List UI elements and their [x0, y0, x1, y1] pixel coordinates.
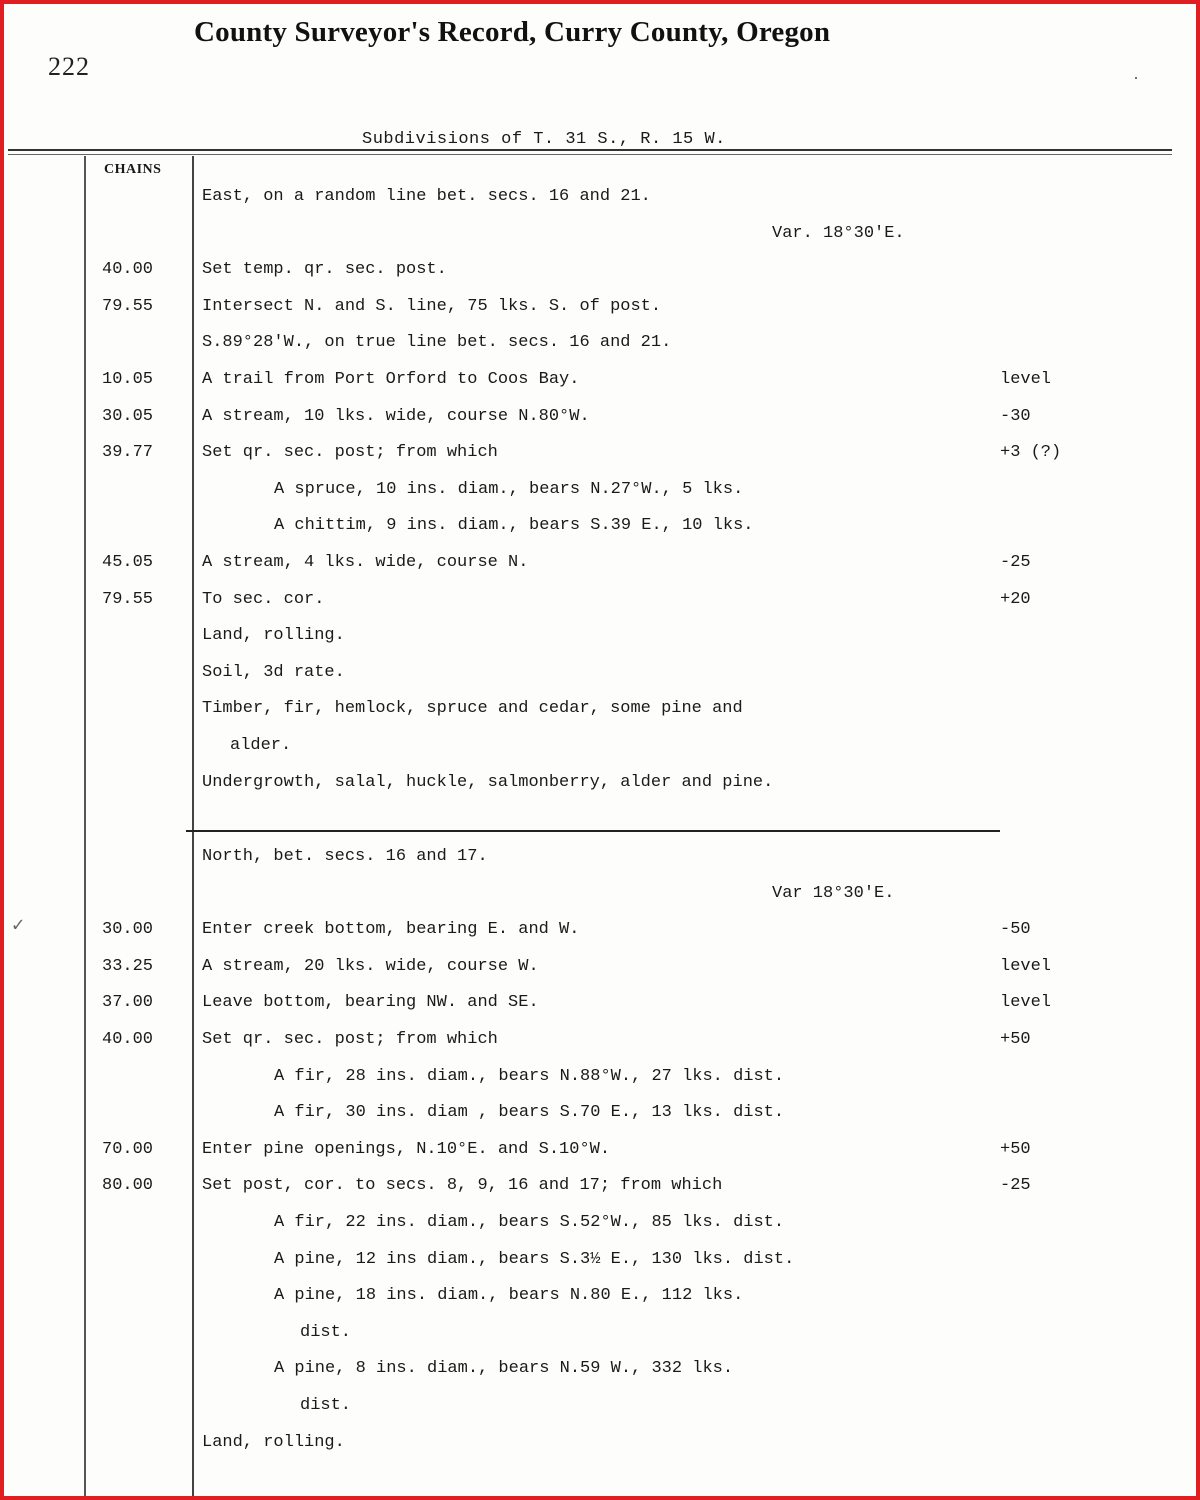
elevation-change: +50: [1000, 1030, 1031, 1049]
survey-entry-row: [4, 1062, 1196, 1092]
survey-entry-row: [4, 915, 1196, 945]
chain-distance: 39.77: [102, 443, 154, 463]
survey-entry-row: [4, 768, 1196, 798]
entry-description: A stream, 10 lks. wide, course N.80°W.: [202, 406, 590, 426]
elevation-change: level: [1000, 993, 1052, 1013]
entry-description: East, on a random line bet. secs. 16 and 21.: [202, 187, 651, 206]
page-subtitle: Subdivisions of T. 31 S., R. 15 W.: [362, 130, 726, 149]
entry-description: A fir, 22 ins. diam., bears S.52°W., 85 lks. dist.: [274, 1213, 785, 1232]
survey-entry-row: [4, 1208, 1196, 1238]
survey-entry-row: [4, 1281, 1196, 1311]
chain-distance: 40.00: [102, 260, 154, 280]
survey-entry-row: [4, 182, 1196, 212]
entry-description: A pine, 12 ins diam., bears S.3½ E., 130 lks. dist.: [274, 1249, 795, 1269]
survey-entry-row: [4, 1025, 1196, 1055]
entry-description: A trail from Port Orford to Coos Bay.: [202, 370, 580, 389]
entry-description: A stream, 4 lks. wide, course N.: [202, 553, 529, 572]
survey-entry-row: [4, 511, 1196, 541]
entry-description: Enter pine openings, N.10°E. and S.10°W.: [202, 1139, 611, 1159]
entry-description: Var. 18°30'E.: [772, 223, 905, 243]
entry-description: To sec. cor.: [202, 589, 325, 609]
entry-description: Set qr. sec. post; from which: [202, 1030, 498, 1049]
survey-entry-row: [4, 694, 1196, 724]
section-divider: [186, 830, 1000, 832]
chain-distance: 30.05: [102, 406, 154, 426]
chain-distance: 80.00: [102, 1176, 154, 1196]
survey-entry-row: [4, 988, 1196, 1018]
chain-distance: 33.25: [102, 956, 154, 976]
chain-distance: 79.55: [102, 296, 154, 316]
entry-description: Var 18°30'E.: [772, 883, 895, 903]
survey-entry-row: [4, 658, 1196, 688]
survey-entry-row: [4, 1245, 1196, 1275]
survey-entry-row: [4, 548, 1196, 578]
entry-description: alder.: [230, 736, 292, 755]
elevation-change: +50: [1000, 1139, 1031, 1159]
entry-description: Land, rolling.: [202, 626, 345, 646]
entry-description: Set qr. sec. post; from which: [202, 443, 498, 463]
survey-entry-row: [4, 1171, 1196, 1201]
entry-description: Enter creek bottom, bearing E. and W.: [202, 920, 580, 940]
chains-column-header: CHAINS: [104, 162, 162, 177]
header-rule-secondary: [8, 154, 1172, 155]
entry-description: A spruce, 10 ins. diam., bears N.27°W., 5 lks.: [274, 479, 744, 499]
elevation-change: -25: [1000, 553, 1031, 572]
chain-distance: 40.00: [102, 1030, 154, 1049]
survey-entry-row: [4, 1135, 1196, 1165]
survey-entry-row: [4, 292, 1196, 322]
chain-distance: 37.00: [102, 993, 154, 1013]
entry-description: A pine, 18 ins. diam., bears N.80 E., 112 lks.: [274, 1286, 744, 1306]
survey-entry-row: [4, 328, 1196, 358]
survey-entry-row: [4, 402, 1196, 432]
entry-description: S.89°28'W., on true line bet. secs. 16 and 21.: [202, 333, 672, 353]
entry-description: A chittim, 9 ins. diam., bears S.39 E., 10 lks.: [274, 516, 754, 536]
entry-description: Set post, cor. to secs. 8, 9, 16 and 17; from which: [202, 1176, 723, 1196]
entry-description: North, bet. secs. 16 and 17.: [202, 847, 488, 866]
elevation-change: +20: [1000, 589, 1031, 609]
page-number: 222: [48, 52, 90, 81]
entry-description: Leave bottom, bearing NW. and SE.: [202, 993, 539, 1013]
entry-description: dist.: [300, 1396, 352, 1415]
entry-description: Intersect N. and S. line, 75 lks. S. of post.: [202, 296, 662, 316]
entry-description: Land, rolling.: [202, 1432, 345, 1452]
elevation-change: level: [1000, 956, 1052, 976]
entry-description: Soil, 3d rate.: [202, 662, 345, 682]
chain-distance: 10.05: [102, 370, 154, 389]
survey-entry-row: [4, 879, 1196, 909]
survey-entry-row: [4, 1354, 1196, 1384]
survey-entry-row: [4, 1098, 1196, 1128]
elevation-change: level: [1000, 370, 1052, 389]
survey-entry-row: [4, 255, 1196, 285]
survey-entry-row: [4, 438, 1196, 468]
entry-description: Undergrowth, salal, huckle, salmonberry, alder and pine.: [202, 772, 774, 792]
survey-entry-row: [4, 219, 1196, 249]
margin-check-icon: ✓: [12, 915, 25, 938]
survey-entry-row: [4, 1428, 1196, 1458]
page-title: County Surveyor's Record, Curry County, Oregon: [194, 16, 831, 48]
elevation-change: -25: [1000, 1176, 1031, 1196]
survey-entry-row: [4, 1391, 1196, 1421]
chain-distance: 70.00: [102, 1139, 154, 1159]
survey-entry-row: [4, 365, 1196, 395]
survey-entry-row: [4, 731, 1196, 761]
elevation-change: -50: [1000, 920, 1031, 940]
elevation-change: +3 (?): [1000, 443, 1062, 463]
entry-description: A pine, 8 ins. diam., bears N.59 W., 332 lks.: [274, 1359, 734, 1379]
entry-description: dist.: [300, 1322, 352, 1342]
survey-entry-row: [4, 952, 1196, 982]
entry-description: A fir, 30 ins. diam , bears S.70 E., 13 lks. dist.: [274, 1103, 785, 1123]
survey-entry-row: [4, 475, 1196, 505]
chain-distance: 79.55: [102, 589, 154, 609]
survey-entry-row: [4, 1318, 1196, 1348]
chain-distance: 45.05: [102, 553, 154, 572]
entry-description: Timber, fir, hemlock, spruce and cedar, some pine and: [202, 699, 743, 719]
header-rule: [8, 149, 1172, 151]
chain-distance: 30.00: [102, 920, 154, 940]
margin-mark-icon: ˙: [1130, 76, 1143, 99]
survey-entry-row: [4, 842, 1196, 872]
elevation-change: -30: [1000, 406, 1031, 426]
survey-entry-row: [4, 621, 1196, 651]
entry-description: A stream, 20 lks. wide, course W.: [202, 956, 539, 976]
survey-entry-row: [4, 585, 1196, 615]
entry-description: A fir, 28 ins. diam., bears N.88°W., 27 lks. dist.: [274, 1066, 785, 1086]
entry-description: Set temp. qr. sec. post.: [202, 260, 447, 280]
